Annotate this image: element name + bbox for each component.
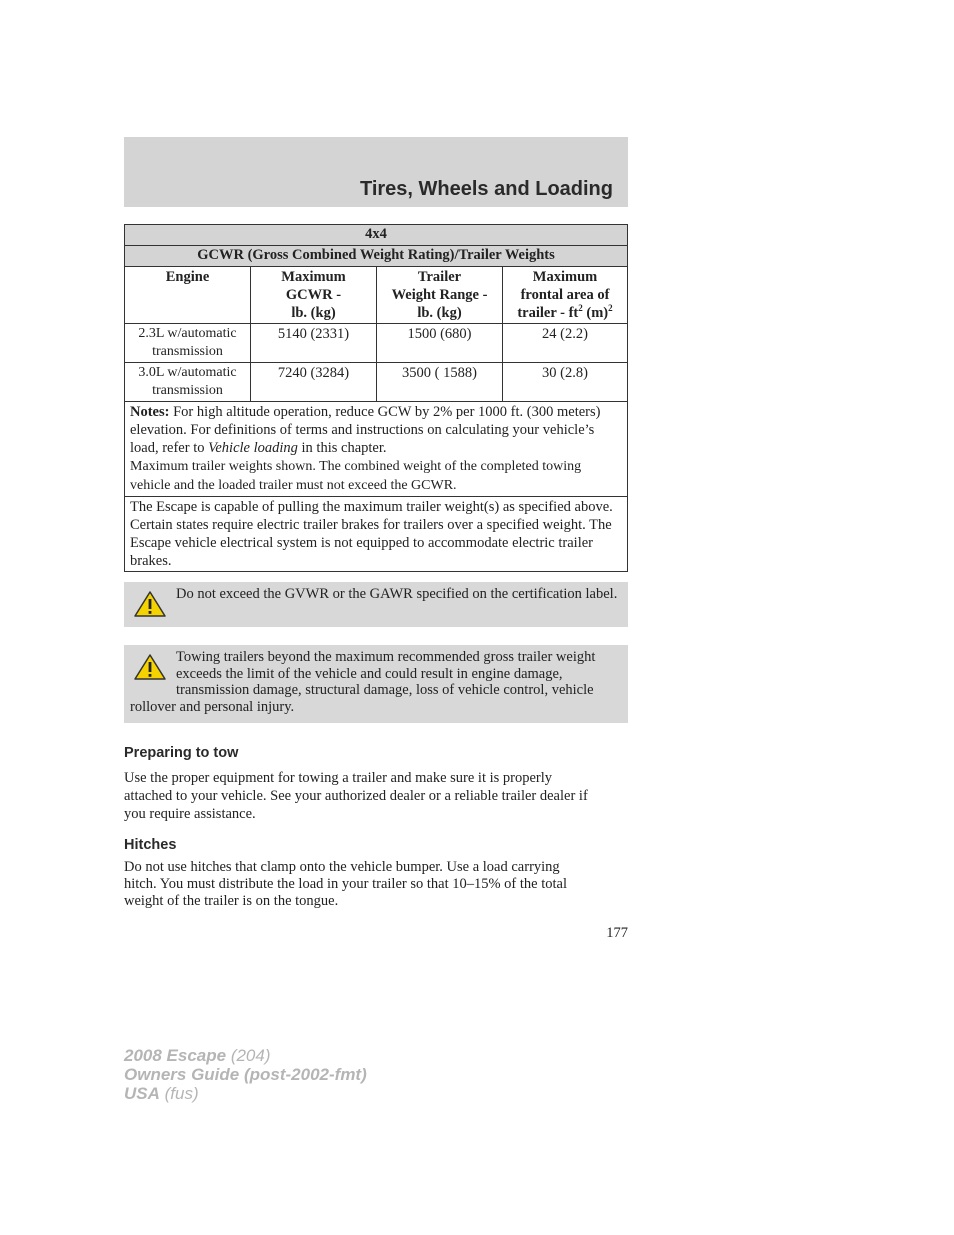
section-header-band <box>124 137 628 207</box>
capability-text: The Escape is capable of pulling the maximum trailer weight(s) as specified above. Certain states require electric trailer brakes for trailers over a specified weight. The Escape vehicle electrical system is not equipped to accommodate electric trailer brakes. <box>125 497 628 572</box>
table-header-row <box>125 267 628 324</box>
document-footer <box>124 1046 367 1103</box>
gcwr-table <box>124 224 628 572</box>
col-gcwr-line: GCWR - <box>285 287 342 303</box>
footer-market-code: (fus) <box>159 1084 199 1103</box>
notes-italic-ref: Vehicle loading <box>208 440 298 456</box>
col-frontal-line: frontal area of <box>520 287 610 303</box>
footer-market: USA <box>124 1084 160 1103</box>
col-frontal-line: (m) <box>582 305 609 321</box>
page-number: 177 <box>606 925 628 941</box>
section-title: Tires, Wheels and Loading <box>359 178 613 200</box>
col-trailer-line: lb. (kg) <box>417 305 462 321</box>
cell-gcwr: 5140 (2331) <box>251 324 377 363</box>
cell-engine <box>125 363 251 402</box>
col-gcwr-line: Maximum <box>281 269 346 285</box>
warning-box <box>124 582 628 627</box>
cell-trailer: 3500 ( 1588) <box>377 363 503 402</box>
superscript: 2 <box>608 303 613 314</box>
warning-text: Do not exceed the GVWR or the GAWR specified on the certification label. <box>176 586 618 602</box>
table-row <box>125 324 628 363</box>
superscript: 2 <box>578 303 583 314</box>
col-trailer <box>377 267 503 324</box>
col-frontal-area <box>503 267 628 324</box>
col-frontal-line: trailer - ft <box>517 305 579 321</box>
table-row <box>125 363 628 402</box>
hitches-heading: Hitches <box>124 837 177 853</box>
preparing-body: Use the proper equipment for towing a trailer and make sure it is properly attached to your vehicle. See your authorized dealer or a reliable trailer dealer if you require assistance. <box>124 770 588 822</box>
engine-line: transmission <box>152 344 223 359</box>
warning-box <box>124 645 628 723</box>
table-title: 4x4 <box>125 225 628 246</box>
col-engine: Engine <box>125 267 251 324</box>
footer-model-code: (204) <box>226 1046 271 1065</box>
table-capability-row <box>125 497 628 572</box>
engine-line: 2.3L w/automatic <box>138 326 237 341</box>
notes-text: For high altitude operation, reduce GCW by 2% per 1000 ft. (300 meters) elevation. For definitions of terms and instructions on calculating your vehicle’s load, refer to <box>130 404 601 456</box>
notes-small-text: Maximum trailer weights shown. The combined weight of the completed towing vehicle and the loaded trailer must not exceed the GCWR. <box>130 459 582 493</box>
cell-area: 24 (2.2) <box>503 324 628 363</box>
notes-label: Notes: <box>130 404 170 420</box>
footer-model: 2008 Escape <box>124 1046 227 1065</box>
col-trailer-line: Trailer <box>417 269 462 285</box>
table-notes <box>125 402 628 497</box>
warning-triangle-icon <box>133 590 167 622</box>
footer-guide: Owners Guide (post-2002-fmt) <box>124 1065 367 1084</box>
col-gcwr <box>251 267 377 324</box>
cell-trailer: 1500 (680) <box>377 324 503 363</box>
warning-triangle-icon <box>133 653 167 685</box>
table-title-row <box>125 225 628 246</box>
cell-gcwr: 7240 (3284) <box>251 363 377 402</box>
col-trailer-line: Weight Range - <box>391 287 488 303</box>
col-frontal-line: Maximum <box>532 269 598 285</box>
cell-engine <box>125 324 251 363</box>
table-subtitle: GCWR (Gross Combined Weight Rating)/Trailer Weights <box>125 246 628 267</box>
hitches-body: Do not use hitches that clamp onto the vehicle bumper. Use a load carrying hitch. You must distribute the load in your trailer so that 10–15% of the total weight of the trailer is on the tongue. <box>124 859 568 909</box>
table-notes-row <box>125 402 628 497</box>
notes-text: in this chapter. <box>297 440 387 456</box>
col-gcwr-line: lb. (kg) <box>291 305 336 321</box>
table-subtitle-row <box>125 246 628 267</box>
engine-line: transmission <box>152 383 223 398</box>
engine-line: 3.0L w/automatic <box>138 365 237 380</box>
warning-text: Towing trailers beyond the maximum recommended gross trailer weight exceeds the limit of the vehicle and could result in engine damage, transmission damage, structural damage, loss of vehicle control, vehicle rollover and personal injury. <box>130 649 596 715</box>
preparing-heading: Preparing to tow <box>124 745 239 761</box>
cell-area: 30 (2.8) <box>503 363 628 402</box>
